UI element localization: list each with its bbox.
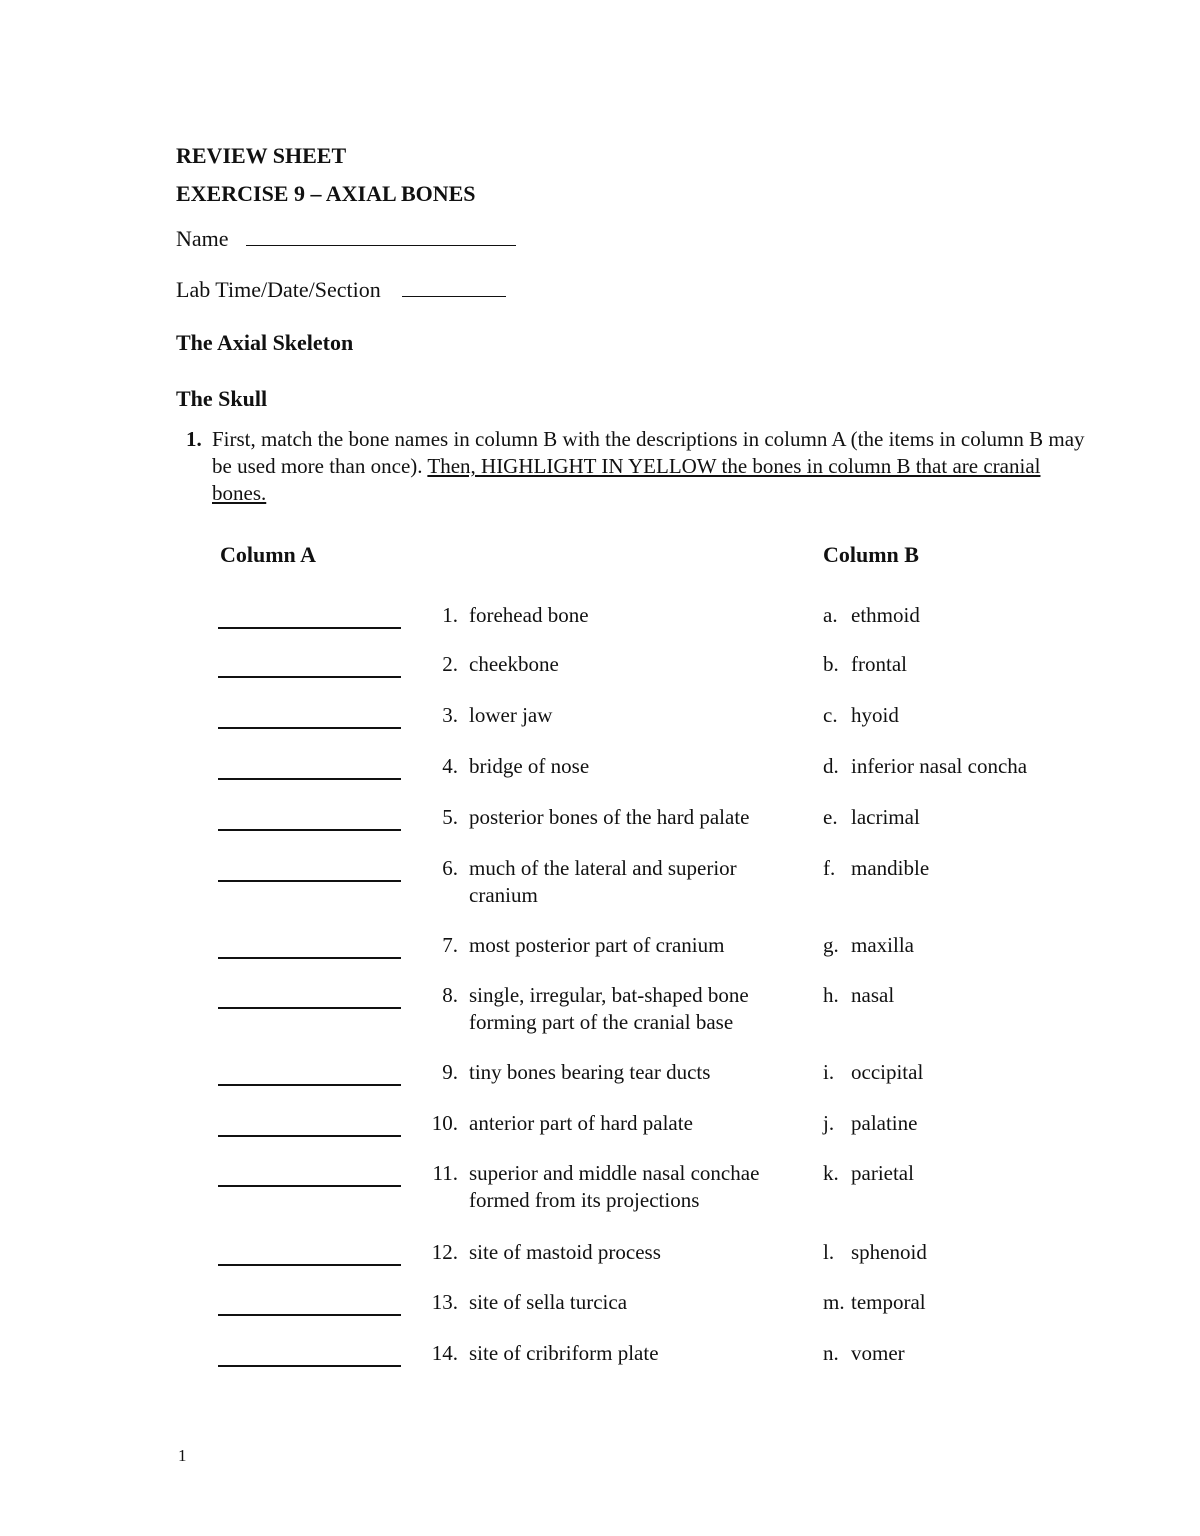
bone-letter: l. — [823, 1240, 835, 1264]
bone-letter: a. — [823, 603, 838, 627]
bone-letter: d. — [823, 754, 839, 778]
item-description: most posterior part of cranium — [469, 933, 725, 957]
bone-name: frontal — [851, 652, 907, 676]
item-number: 10. — [431, 1111, 458, 1135]
answer-blank[interactable] — [218, 1135, 401, 1137]
answer-blank[interactable] — [218, 627, 401, 629]
bone-letter: i. — [823, 1060, 835, 1084]
question-instructions: First, match the bone names in column B with the descriptions in column A (the items in column B may be used more than once). — [212, 427, 1085, 478]
bone-option — [823, 1110, 917, 1137]
answer-blank[interactable] — [218, 1007, 401, 1009]
bone-option — [823, 1059, 923, 1086]
bone-name: vomer — [851, 1341, 905, 1365]
name-label: Name — [176, 226, 229, 251]
item-number: 1. — [442, 603, 458, 627]
item-description: tiny bones bearing tear ducts — [469, 1060, 711, 1084]
name-blank[interactable] — [246, 244, 516, 246]
answer-blank[interactable] — [218, 1365, 401, 1367]
bone-option — [823, 602, 920, 629]
page-title: REVIEW SHEET — [176, 143, 347, 168]
item-number: 12. — [431, 1240, 458, 1264]
item-number: 8. — [442, 983, 458, 1007]
answer-blank[interactable] — [218, 1084, 401, 1086]
bone-name: nasal — [851, 983, 895, 1007]
item-description: single, irregular, bat-shaped bone forming part of the cranial base — [469, 983, 749, 1034]
bone-letter: b. — [823, 652, 839, 676]
bone-option — [823, 1289, 926, 1316]
question-number: 1. — [186, 427, 202, 451]
item-number: 6. — [442, 856, 458, 880]
item-number: 5. — [442, 805, 458, 829]
question-highlight-instructions: Then, HIGHLIGHT IN YELLOW the bones in column B that are cranial bones. — [212, 454, 1041, 505]
bone-option — [823, 804, 920, 831]
bone-name: mandible — [851, 856, 930, 880]
item-description: posterior bones of the hard palate — [469, 805, 750, 829]
item-number: 4. — [442, 754, 458, 778]
section-heading: The Axial Skeleton — [176, 330, 354, 355]
bone-name: parietal — [851, 1161, 914, 1185]
item-number: 14. — [431, 1341, 458, 1365]
bone-option — [823, 855, 929, 882]
bone-name: inferior nasal concha — [851, 754, 1028, 778]
item-description: superior and middle nasal conchae formed from its projections — [469, 1161, 760, 1212]
answer-blank[interactable] — [218, 1264, 401, 1266]
answer-blank[interactable] — [218, 778, 401, 780]
item-description: anterior part of hard palate — [469, 1111, 693, 1135]
item-number: 2. — [442, 652, 458, 676]
bone-name: maxilla — [851, 933, 914, 957]
bone-option — [823, 1239, 927, 1266]
bone-option — [823, 932, 914, 959]
item-description: site of sella turcica — [469, 1290, 628, 1314]
bone-name: palatine — [851, 1111, 918, 1135]
bone-letter: f. — [823, 856, 836, 880]
bone-letter: j. — [823, 1111, 835, 1135]
answer-blank[interactable] — [218, 676, 401, 678]
answer-blank[interactable] — [218, 727, 401, 729]
bone-option — [823, 753, 1027, 780]
item-number: 13. — [431, 1290, 458, 1314]
answer-blank[interactable] — [218, 1314, 401, 1316]
bone-name: temporal — [851, 1290, 926, 1314]
column-b-heading: Column B — [823, 542, 919, 567]
item-description: forehead bone — [469, 603, 589, 627]
answer-blank[interactable] — [218, 829, 401, 831]
lab-label: Lab Time/Date/Section — [176, 277, 381, 302]
lab-field-row — [176, 277, 506, 303]
bone-option — [823, 651, 907, 678]
bone-letter: m. — [823, 1290, 845, 1314]
bone-name: ethmoid — [851, 603, 920, 627]
item-description: site of cribriform plate — [469, 1341, 659, 1365]
item-number: 3. — [442, 703, 458, 727]
bone-name: occipital — [851, 1060, 924, 1084]
answer-blank[interactable] — [218, 1185, 401, 1187]
item-description: bridge of nose — [469, 754, 590, 778]
bone-letter: k. — [823, 1161, 839, 1185]
item-description: much of the lateral and superior cranium — [469, 856, 737, 907]
answer-blank[interactable] — [218, 880, 401, 882]
item-number: 7. — [442, 933, 458, 957]
bone-letter: e. — [823, 805, 838, 829]
bone-name: lacrimal — [851, 805, 920, 829]
bone-name: sphenoid — [851, 1240, 927, 1264]
item-number: 9. — [442, 1060, 458, 1084]
page-number: 1 — [178, 1446, 187, 1465]
bone-option — [823, 702, 899, 729]
bone-option — [823, 1340, 905, 1367]
bone-option — [823, 1160, 914, 1187]
item-number: 11. — [432, 1161, 458, 1185]
name-field-row — [176, 226, 516, 252]
item-description: site of mastoid process — [469, 1240, 661, 1264]
column-a-heading: Column A — [220, 542, 316, 567]
subsection-heading: The Skull — [176, 386, 268, 411]
bone-letter: n. — [823, 1341, 839, 1365]
bone-letter: c. — [823, 703, 838, 727]
item-description: lower jaw — [469, 703, 553, 727]
bone-letter: g. — [823, 933, 839, 957]
answer-blank[interactable] — [218, 957, 401, 959]
question-1 — [186, 426, 1086, 507]
bone-name: hyoid — [851, 703, 899, 727]
bone-option — [823, 982, 894, 1009]
item-description: cheekbone — [469, 652, 559, 676]
bone-letter: h. — [823, 983, 839, 1007]
question-text — [212, 426, 1086, 507]
lab-blank[interactable] — [402, 295, 506, 297]
exercise-title: EXERCISE 9 – AXIAL BONES — [176, 181, 476, 206]
